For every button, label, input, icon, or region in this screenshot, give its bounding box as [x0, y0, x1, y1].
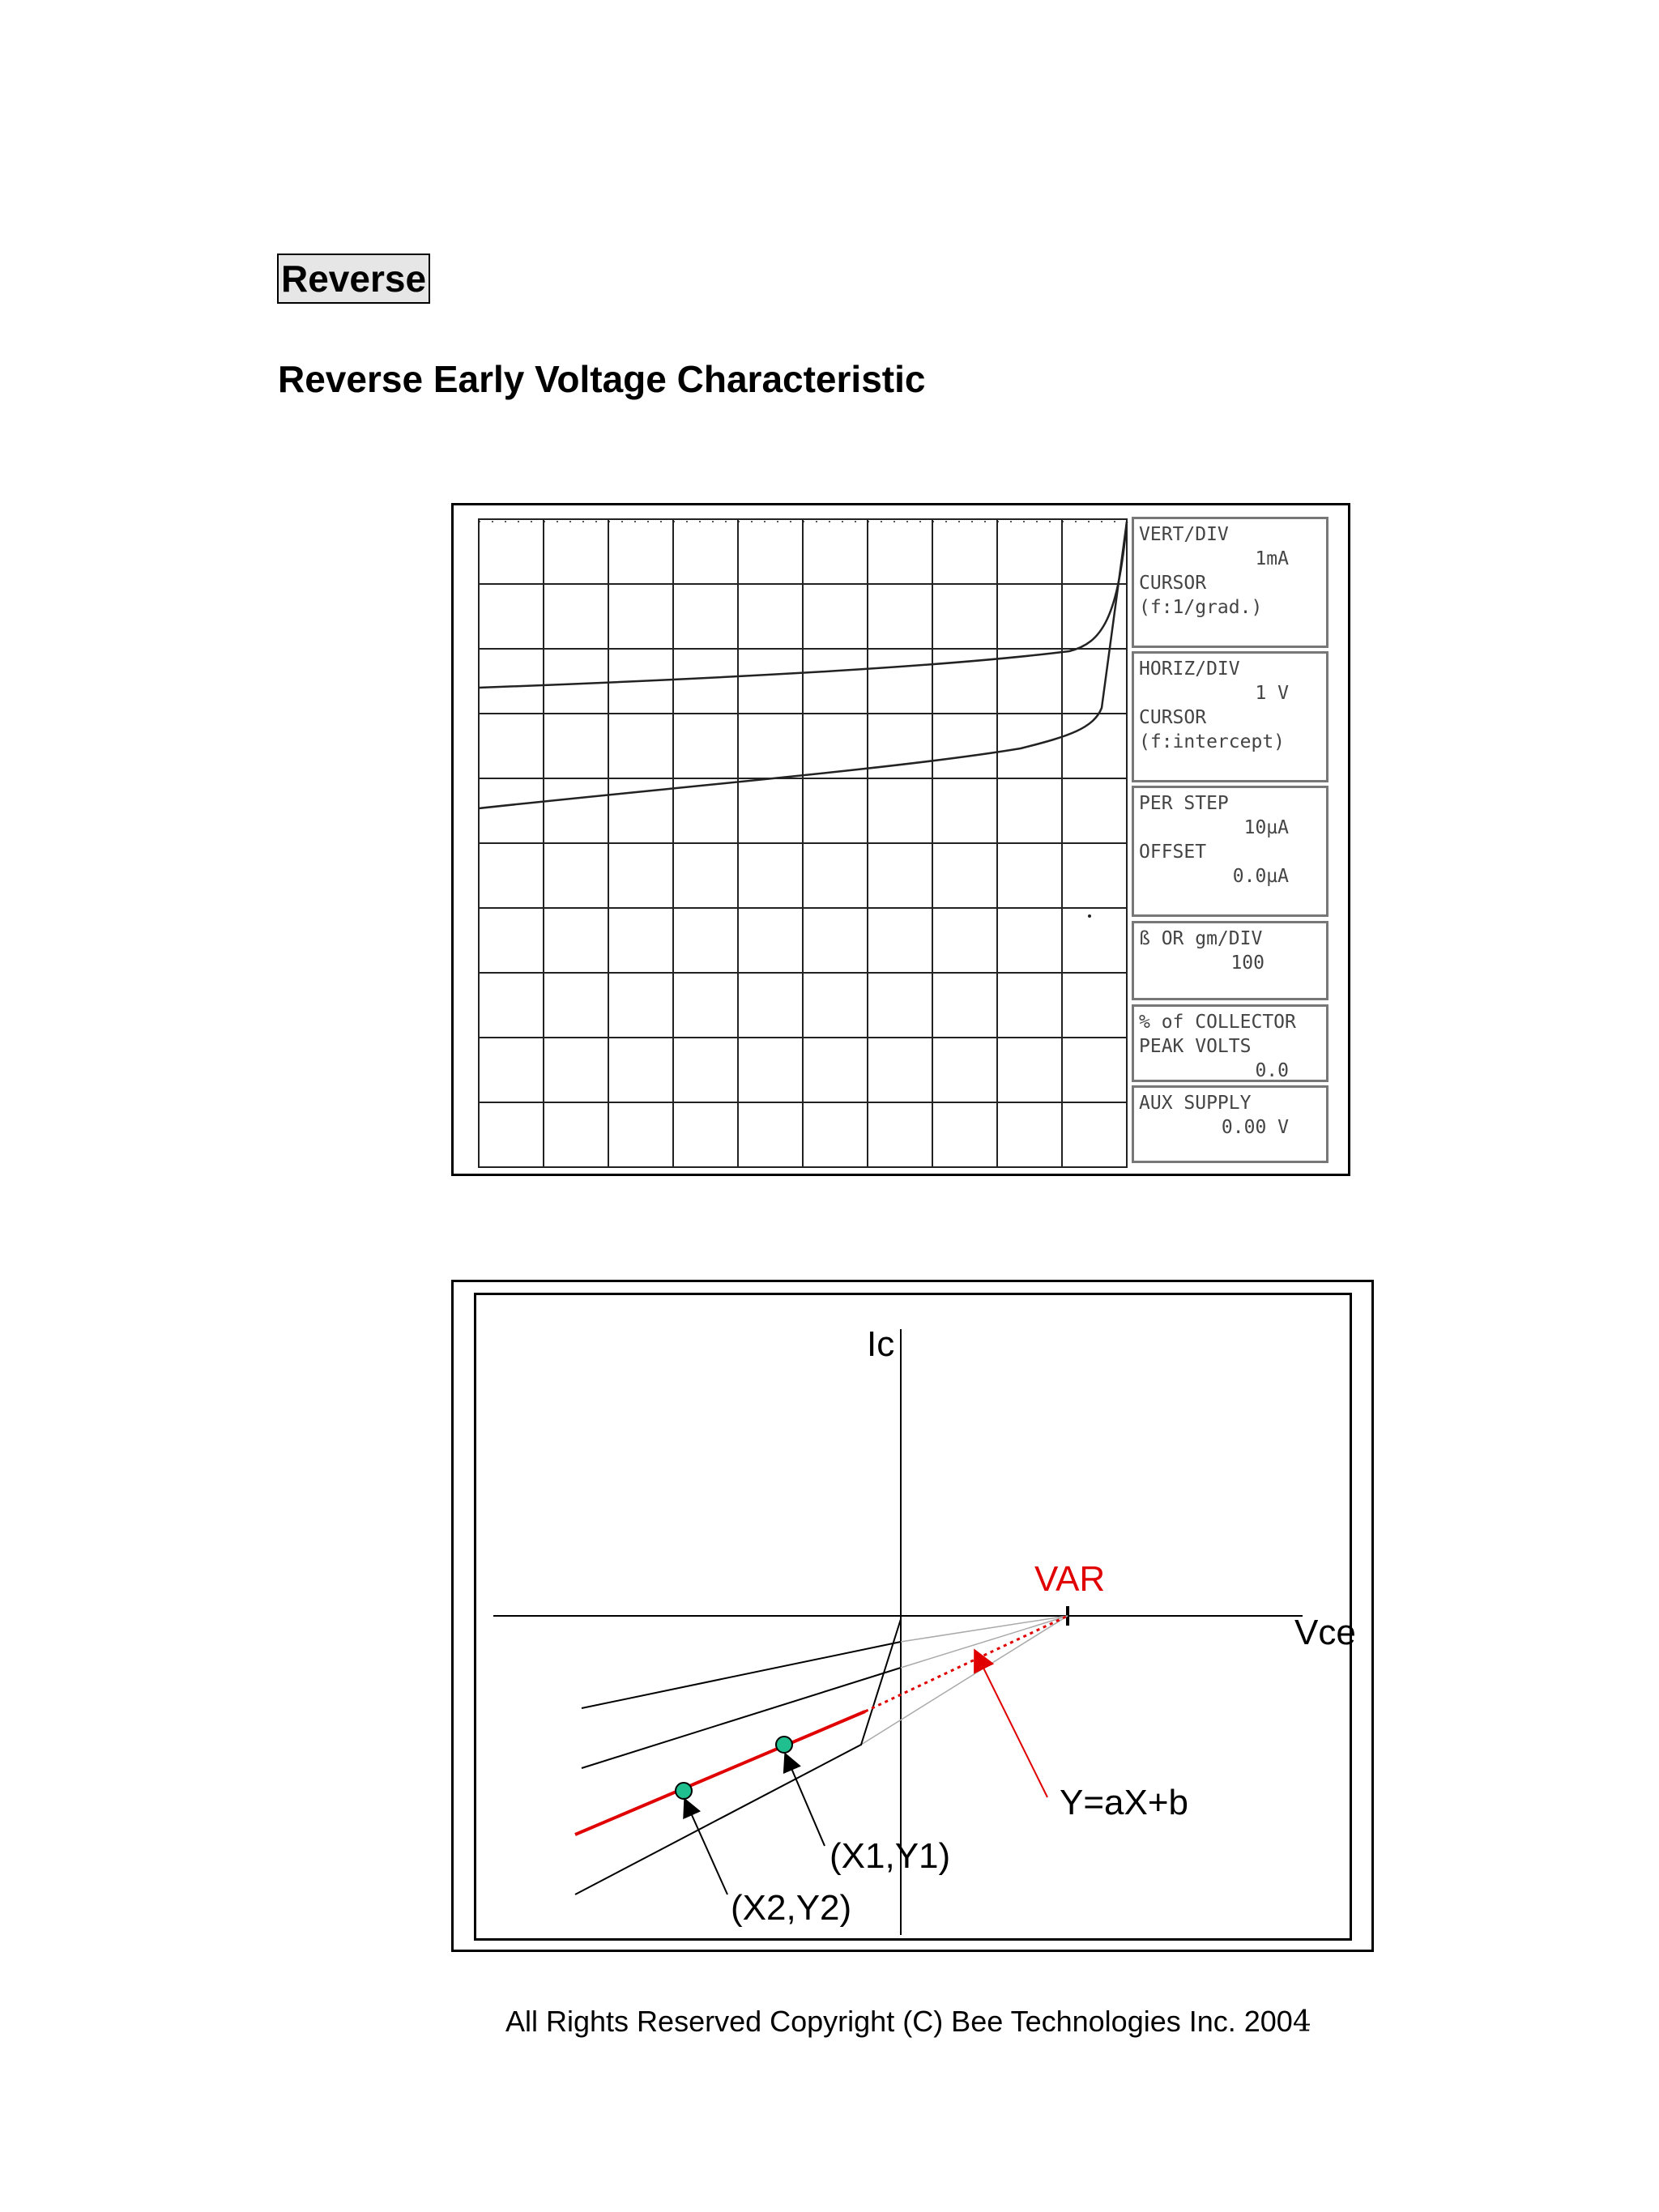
horiz-cursor-mode: (f:intercept)	[1139, 731, 1286, 752]
collector-label: % of COLLECTOR	[1139, 1012, 1296, 1033]
panel-beta	[1132, 921, 1328, 1000]
extrapolation-2	[901, 1616, 1068, 1668]
offset-label: OFFSET	[1139, 842, 1207, 863]
arrow-equation	[975, 1652, 1047, 1797]
fit-line-solid	[575, 1711, 865, 1835]
offset-value: 0.0µA	[1232, 866, 1289, 887]
beta-value: 100	[1230, 953, 1265, 974]
early-voltage-diagram	[474, 1293, 1356, 1941]
fit-line-dotted	[865, 1616, 1068, 1711]
extrapolation-3	[861, 1616, 1068, 1745]
horiz-div-label: HORIZ/DIV	[1139, 658, 1240, 680]
aux-label: AUX SUPPLY	[1139, 1093, 1252, 1114]
copyright-year-digit: 4	[1292, 2005, 1311, 2039]
vert-cursor-label: CURSOR	[1139, 573, 1207, 594]
point1-label: (X1,Y1)	[830, 1836, 951, 1876]
copyright-footer	[505, 2004, 1311, 2040]
panel-aux-supply	[1132, 1085, 1328, 1163]
panel-vert-div	[1132, 517, 1328, 648]
trace-dot	[1088, 914, 1091, 918]
ic-axis-label: Ic	[867, 1324, 895, 1364]
vce-axis-label: Vce	[1294, 1613, 1356, 1652]
horiz-div-value: 1 V	[1255, 683, 1289, 704]
page-heading: Reverse Early Voltage Characteristic	[278, 358, 926, 400]
horiz-cursor-label: CURSOR	[1139, 707, 1207, 728]
section-tag: Reverse	[277, 254, 430, 304]
vert-div-value: 1mA	[1255, 548, 1289, 569]
arrow-x1y1	[786, 1755, 825, 1846]
ic-curve-1	[582, 1642, 901, 1708]
collector-label-2: PEAK VOLTS	[1139, 1036, 1252, 1057]
equation-label: Y=aX+b	[1060, 1783, 1189, 1822]
collector-value: 0.0	[1255, 1060, 1289, 1081]
per-step-label: PER STEP	[1139, 793, 1229, 814]
scope-graticule	[479, 519, 1127, 1167]
arrow-x2y2	[685, 1801, 727, 1894]
vert-div-label: VERT/DIV	[1139, 524, 1229, 545]
panel-per-step	[1132, 786, 1328, 917]
panel-horiz-div	[1132, 651, 1328, 782]
point-x1y1	[776, 1737, 792, 1753]
point2-label: (X2,Y2)	[731, 1888, 852, 1928]
vert-cursor-mode: (f:1/grad.)	[1139, 597, 1263, 618]
panel-collector	[1132, 1004, 1328, 1082]
extrapolation-1	[901, 1616, 1068, 1642]
point-x2y2	[676, 1783, 692, 1799]
beta-label: ß OR gm/DIV	[1139, 928, 1263, 949]
var-label: VAR	[1034, 1559, 1106, 1599]
aux-value: 0.00 V	[1221, 1117, 1289, 1138]
per-step-value: 10µA	[1243, 817, 1289, 838]
copyright-text: All Rights Reserved Copyright (C) Bee Technologies Inc. 200	[505, 2005, 1293, 2038]
